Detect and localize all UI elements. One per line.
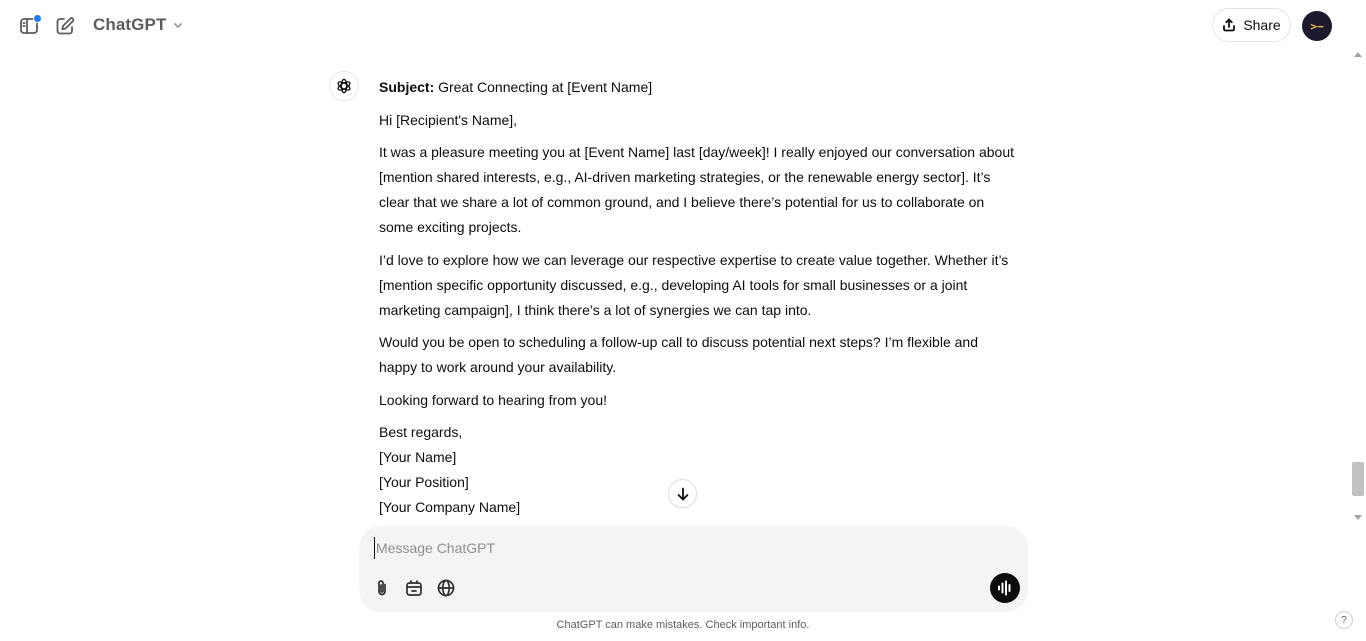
sidebar-toggle-button[interactable]: [16, 13, 42, 39]
scrollbar-thumb[interactable]: [1352, 462, 1364, 496]
email-subject: [379, 75, 1019, 100]
help-button[interactable]: [1335, 611, 1353, 629]
assistant-avatar: [329, 71, 359, 101]
tools-icon: [404, 578, 424, 598]
subject-label: Subject:: [379, 79, 435, 95]
email-paragraph: It was a pleasure meeting you at [Event Name] last [day/week]! I really enjoyed our conversation about [mention shared interests, e.g., AI-driven marketing strategies, or the renewable energy sector]. It’s clear that we share a lot of common ground, and I believe there’s potential for us to collaborate on some exciting projects.: [379, 144, 1015, 235]
email-paragraph: Would you be open to scheduling a follow-up call to discuss potential next steps? I’m flexible and happy to work around your availability.: [379, 334, 978, 375]
email-paragraph: Looking forward to hearing from you!: [379, 391, 608, 408]
help-label: ?: [1341, 614, 1347, 626]
signature-line: [Your Company Name]: [379, 499, 521, 515]
tools-button[interactable]: [402, 576, 426, 600]
subject-text: Great Connecting at [Event Name]: [434, 79, 653, 95]
share-button[interactable]: [1212, 8, 1291, 42]
new-chat-button[interactable]: [52, 13, 78, 39]
openai-logo-icon: [334, 76, 354, 96]
edit-icon: [54, 15, 76, 37]
message-input[interactable]: [374, 537, 994, 559]
voice-mode-button[interactable]: [990, 573, 1020, 603]
composer: [359, 526, 1028, 612]
avatar[interactable]: [1302, 11, 1332, 41]
model-selector[interactable]: [93, 15, 184, 35]
scroll-up-arrow[interactable]: [1354, 52, 1362, 57]
signoff: Best regards,: [379, 424, 463, 440]
avatar-glyph: >−: [1310, 19, 1324, 33]
voice-waveform-icon: [996, 579, 1014, 597]
signature-line: [Your Name]: [379, 449, 457, 465]
email-paragraph: I’d love to explore how we can leverage our respective expertise to create value together. Whether it’s [mention specific opportunity discussed, e.g., developing AI tools for small businesses or a joint marketing campaign], I think there’s a lot of synergies we can tap into.: [379, 251, 1009, 318]
top-bar: [0, 0, 1366, 52]
notification-dot: [33, 14, 42, 23]
attach-icon: [372, 578, 392, 598]
model-name: ChatGPT: [93, 15, 167, 34]
attach-button[interactable]: [370, 576, 394, 600]
scroll-to-bottom-button[interactable]: [668, 479, 697, 508]
arrow-down-icon: [676, 487, 690, 501]
assistant-message: [379, 75, 1019, 520]
share-label: Share: [1243, 17, 1281, 33]
scrollbar[interactable]: [1350, 52, 1366, 520]
email-signature: [379, 420, 1019, 520]
search-web-button[interactable]: [434, 576, 458, 600]
scroll-down-arrow[interactable]: [1354, 515, 1362, 520]
globe-icon: [436, 578, 456, 598]
upload-icon: [1222, 18, 1236, 32]
disclaimer-text: ChatGPT can make mistakes. Check important info.: [556, 619, 810, 631]
signature-line: [Your Position]: [379, 474, 469, 490]
chevron-down-icon: [172, 19, 184, 31]
email-greeting: Hi [Recipient's Name],: [379, 111, 518, 128]
